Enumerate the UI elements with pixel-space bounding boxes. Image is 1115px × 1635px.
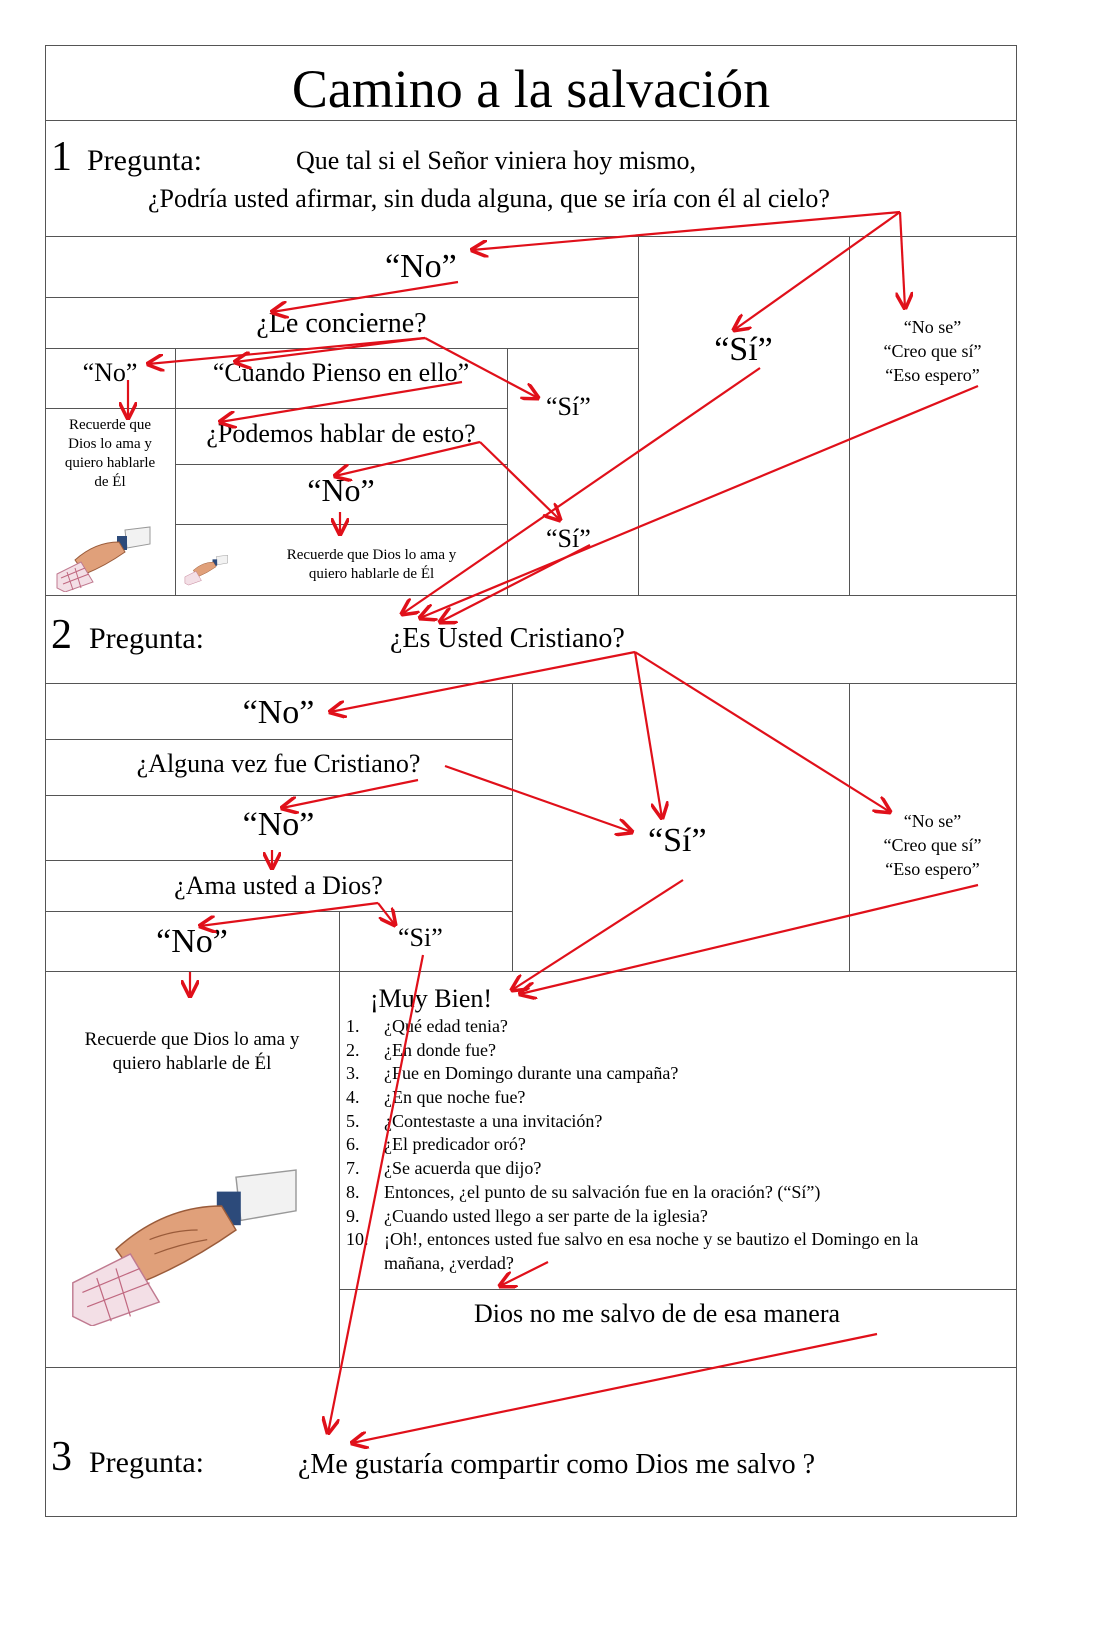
q1-remember-small-3: quiero hablarle xyxy=(64,455,156,471)
list-number: 5. xyxy=(346,1111,360,1131)
list-number: 7. xyxy=(346,1158,360,1178)
q1-question-line1: Que tal si el Señor viniera hoy mismo, xyxy=(296,146,697,175)
q2-ever: ¿Alguna vez fue Cristiano? xyxy=(136,749,421,778)
arrow xyxy=(220,382,462,422)
list-number: 9. xyxy=(346,1206,360,1226)
q2-remember-2: quiero hablarle de Él xyxy=(112,1053,272,1074)
list-number: 8. xyxy=(346,1182,360,1202)
list-number: 4. xyxy=(346,1087,360,1107)
q1-concern-when: “Cuando Pienso en ello” xyxy=(212,358,470,387)
arrow xyxy=(512,880,683,990)
list-text: ¿En que noche fue? xyxy=(384,1087,526,1107)
list-text: mañana, ¿verdad? xyxy=(384,1253,514,1273)
page-title: Camino a la salvación xyxy=(291,59,771,119)
q1-unsure-3: “Eso espero” xyxy=(885,365,980,385)
q2-remember-1: Recuerde que Dios lo ama y xyxy=(84,1029,300,1050)
q3-number: 3 xyxy=(51,1434,72,1480)
q2-very-good: ¡Muy Bien! xyxy=(370,984,493,1013)
q1-unsure-2: “Creo que sí” xyxy=(883,341,982,361)
list-text: ¿Qué edad tenia? xyxy=(384,1016,508,1036)
list-continuation xyxy=(384,1254,514,1272)
q1-concern-no: “No” xyxy=(82,358,138,387)
list-number: 10. xyxy=(346,1229,369,1249)
q1-talk: ¿Podemos hablar de esto? xyxy=(206,419,476,448)
list-number: 6. xyxy=(346,1134,360,1154)
q2-unsure-2: “Creo que sí” xyxy=(883,835,982,855)
arrow xyxy=(635,652,662,818)
q1-talk-si: “Sí” xyxy=(546,524,591,553)
list-text: ¿En donde fue? xyxy=(384,1040,496,1060)
q1-unsure-1: “No se” xyxy=(903,317,962,337)
q2-answer-si: “Sí” xyxy=(648,822,707,859)
q1-remember-line-1: Recuerde que Dios lo ama y xyxy=(286,547,457,563)
list-number: 1. xyxy=(346,1016,360,1036)
q1-concern-si: “Sí” xyxy=(546,392,591,421)
q2-ever-no: “No” xyxy=(242,806,315,843)
q1-question-line2: ¿Podría usted afirmar, sin duda alguna, que se iría con él al cielo? xyxy=(148,184,830,213)
handshake-icon xyxy=(68,1158,308,1326)
q1-label: Pregunta: xyxy=(87,144,202,177)
q1-talk-no: “No” xyxy=(307,472,375,508)
list-text: ¿El predicador oró? xyxy=(384,1134,526,1154)
q2-unsure-1: “No se” xyxy=(903,811,962,831)
arrow xyxy=(378,903,395,925)
list-number: 3. xyxy=(346,1063,360,1083)
list-text: ¿Fue en Domingo durante una campaña? xyxy=(384,1063,679,1083)
list-number: 2. xyxy=(346,1040,360,1060)
q2-answer-no: “No” xyxy=(242,694,315,731)
list-text: ¿Cuando usted llego a ser parte de la iglesia? xyxy=(384,1206,708,1226)
handshake-icon xyxy=(55,522,155,592)
arrow xyxy=(352,1334,877,1443)
arrow xyxy=(635,652,890,812)
q2-unsure-3: “Eso espero” xyxy=(885,859,980,879)
list-text: ¿Contestaste a una invitación? xyxy=(384,1111,603,1131)
q1-remember-line-2: quiero hablarle de Él xyxy=(308,566,435,582)
q2-love-no: “No” xyxy=(156,923,228,960)
q1-remember-small-1: Recuerde que xyxy=(68,417,152,433)
q3-question: ¿Me gustaría compartir como Dios me salvo ? xyxy=(298,1449,816,1480)
q1-number: 1 xyxy=(51,134,72,180)
q2-number: 2 xyxy=(51,612,72,658)
q2-label: Pregunta: xyxy=(89,622,204,655)
arrow xyxy=(472,212,900,250)
arrow xyxy=(900,212,905,308)
q1-concern: ¿Le concierne? xyxy=(256,308,427,339)
q3-label: Pregunta: xyxy=(89,1446,204,1479)
list-text: ¿Se acuerda que dijo? xyxy=(384,1158,542,1178)
list-text: ¡Oh!, entonces usted fue salvo en esa noche y se bautizo el Domingo en la xyxy=(384,1229,919,1249)
q2-not-saved: Dios no me salvo de de esa manera xyxy=(474,1299,841,1328)
arrow xyxy=(734,212,900,330)
q1-answer-no: “No” xyxy=(385,248,457,285)
q2-question: ¿Es Usted Cristiano? xyxy=(390,623,625,654)
arrow xyxy=(520,885,978,994)
q1-answer-si: “Sí” xyxy=(714,331,773,368)
q2-love-si: “Si” xyxy=(398,923,443,952)
list-text: Entonces, ¿el punto de su salvación fue en la oración? (“Sí”) xyxy=(384,1182,821,1202)
q2-love-god: ¿Ama usted a Dios? xyxy=(174,871,383,900)
handshake-icon xyxy=(184,552,230,586)
q1-remember-small-4: de Él xyxy=(94,474,126,490)
q1-remember-small-2: Dios lo ama y xyxy=(68,436,152,452)
arrow xyxy=(282,780,418,808)
